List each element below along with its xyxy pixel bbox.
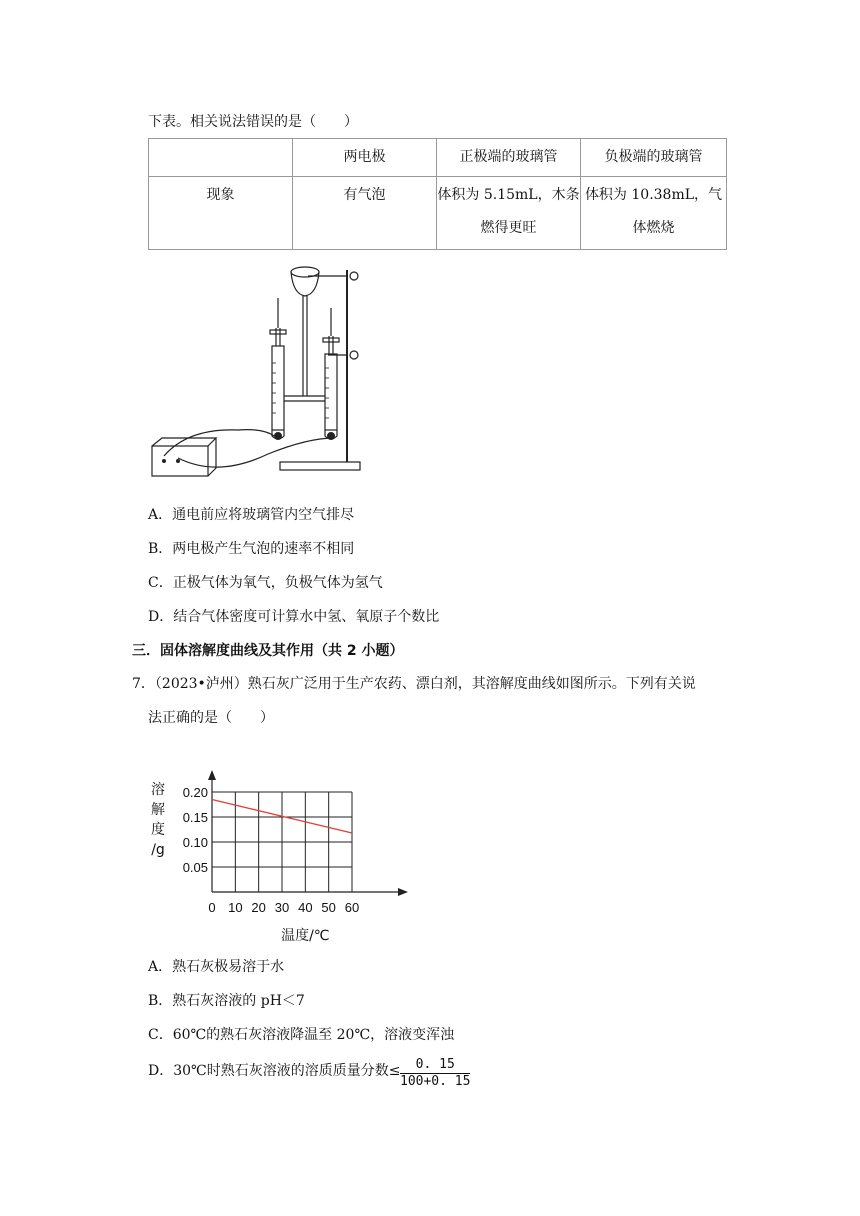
table-intro: 下表。相关说法错误的是（ ）	[148, 114, 358, 130]
x-axis-label: 温度/℃	[281, 928, 330, 944]
q7-option-b: B．熟石灰溶液的 pH＜7	[148, 993, 305, 1009]
x-tick-label: 10	[228, 900, 243, 915]
q7-stem-line1: 7．（2023•泸州）熟石灰广泛用于生产农药、漂白剂，其溶解度曲线如图所示。下列有关说	[132, 676, 696, 692]
q7-option-c: C．60℃的熟石灰溶液降温至 20℃，溶液变浑浊	[148, 1027, 455, 1043]
table-header-positive-tube: 正极端的玻璃管	[437, 139, 581, 177]
q6-option-a: A．通电前应将玻璃管内空气排尽	[148, 507, 355, 523]
q7-option-a: A．熟石灰极易溶于水	[148, 959, 285, 975]
x-tick-label: 20	[251, 900, 266, 915]
y-tick-label: 0.05	[182, 860, 208, 875]
q6-option-b: B．两电极产生气泡的速率不相同	[148, 541, 355, 557]
x-axis-arrow	[398, 888, 408, 896]
solubility-chart	[140, 770, 420, 950]
q6-option-c: C．正极气体为氧气，负极气体为氢气	[148, 575, 383, 591]
table-header-negative-tube: 负极端的玻璃管	[581, 139, 727, 177]
y-axis-arrow	[208, 770, 216, 780]
section-title: 三．固体溶解度曲线及其作用（共 2 小题）	[132, 643, 404, 659]
q7-option-d-fraction	[400, 1057, 470, 1090]
y-axis-label-char: /g	[151, 842, 165, 858]
y-axis-label-char: 度	[151, 822, 165, 838]
table-header-empty	[149, 139, 293, 177]
table-cell-negative-tube: 体积为 10.38mL，气体燃烧	[581, 177, 727, 250]
q6-option-d: D．结合气体密度可计算水中氢、氧原子个数比	[148, 609, 440, 625]
fraction-denominator: 100+0. 15	[400, 1074, 471, 1089]
x-tick-label: 30	[274, 900, 290, 915]
x-tick-label: 0	[208, 900, 216, 915]
y-tick-label: 0.20	[182, 785, 208, 800]
y-tick-label: 0.10	[182, 835, 208, 850]
q7-option-d: D．30℃时熟石灰溶液的溶质质量分数≤	[148, 1063, 401, 1079]
y-tick-label: 0.15	[182, 810, 208, 825]
observation-table	[148, 138, 727, 250]
electrolysis-apparatus-figure	[148, 258, 378, 490]
y-axis-label-char: 解	[151, 802, 165, 818]
table-cell-electrodes: 有气泡	[293, 177, 437, 250]
table-cell-phenomenon: 现象	[149, 177, 293, 250]
x-tick-label: 50	[321, 900, 336, 915]
y-axis-label-char: 溶	[151, 782, 165, 798]
table-header-electrodes: 两电极	[293, 139, 437, 177]
q7-stem-line2: 法正确的是（ ）	[148, 710, 274, 726]
x-tick-label: 40	[298, 900, 313, 915]
table-cell-positive-tube: 体积为 5.15mL，木条燃得更旺	[437, 177, 581, 250]
fraction-numerator: 0. 15	[400, 1057, 470, 1074]
x-tick-label: 60	[344, 900, 360, 915]
